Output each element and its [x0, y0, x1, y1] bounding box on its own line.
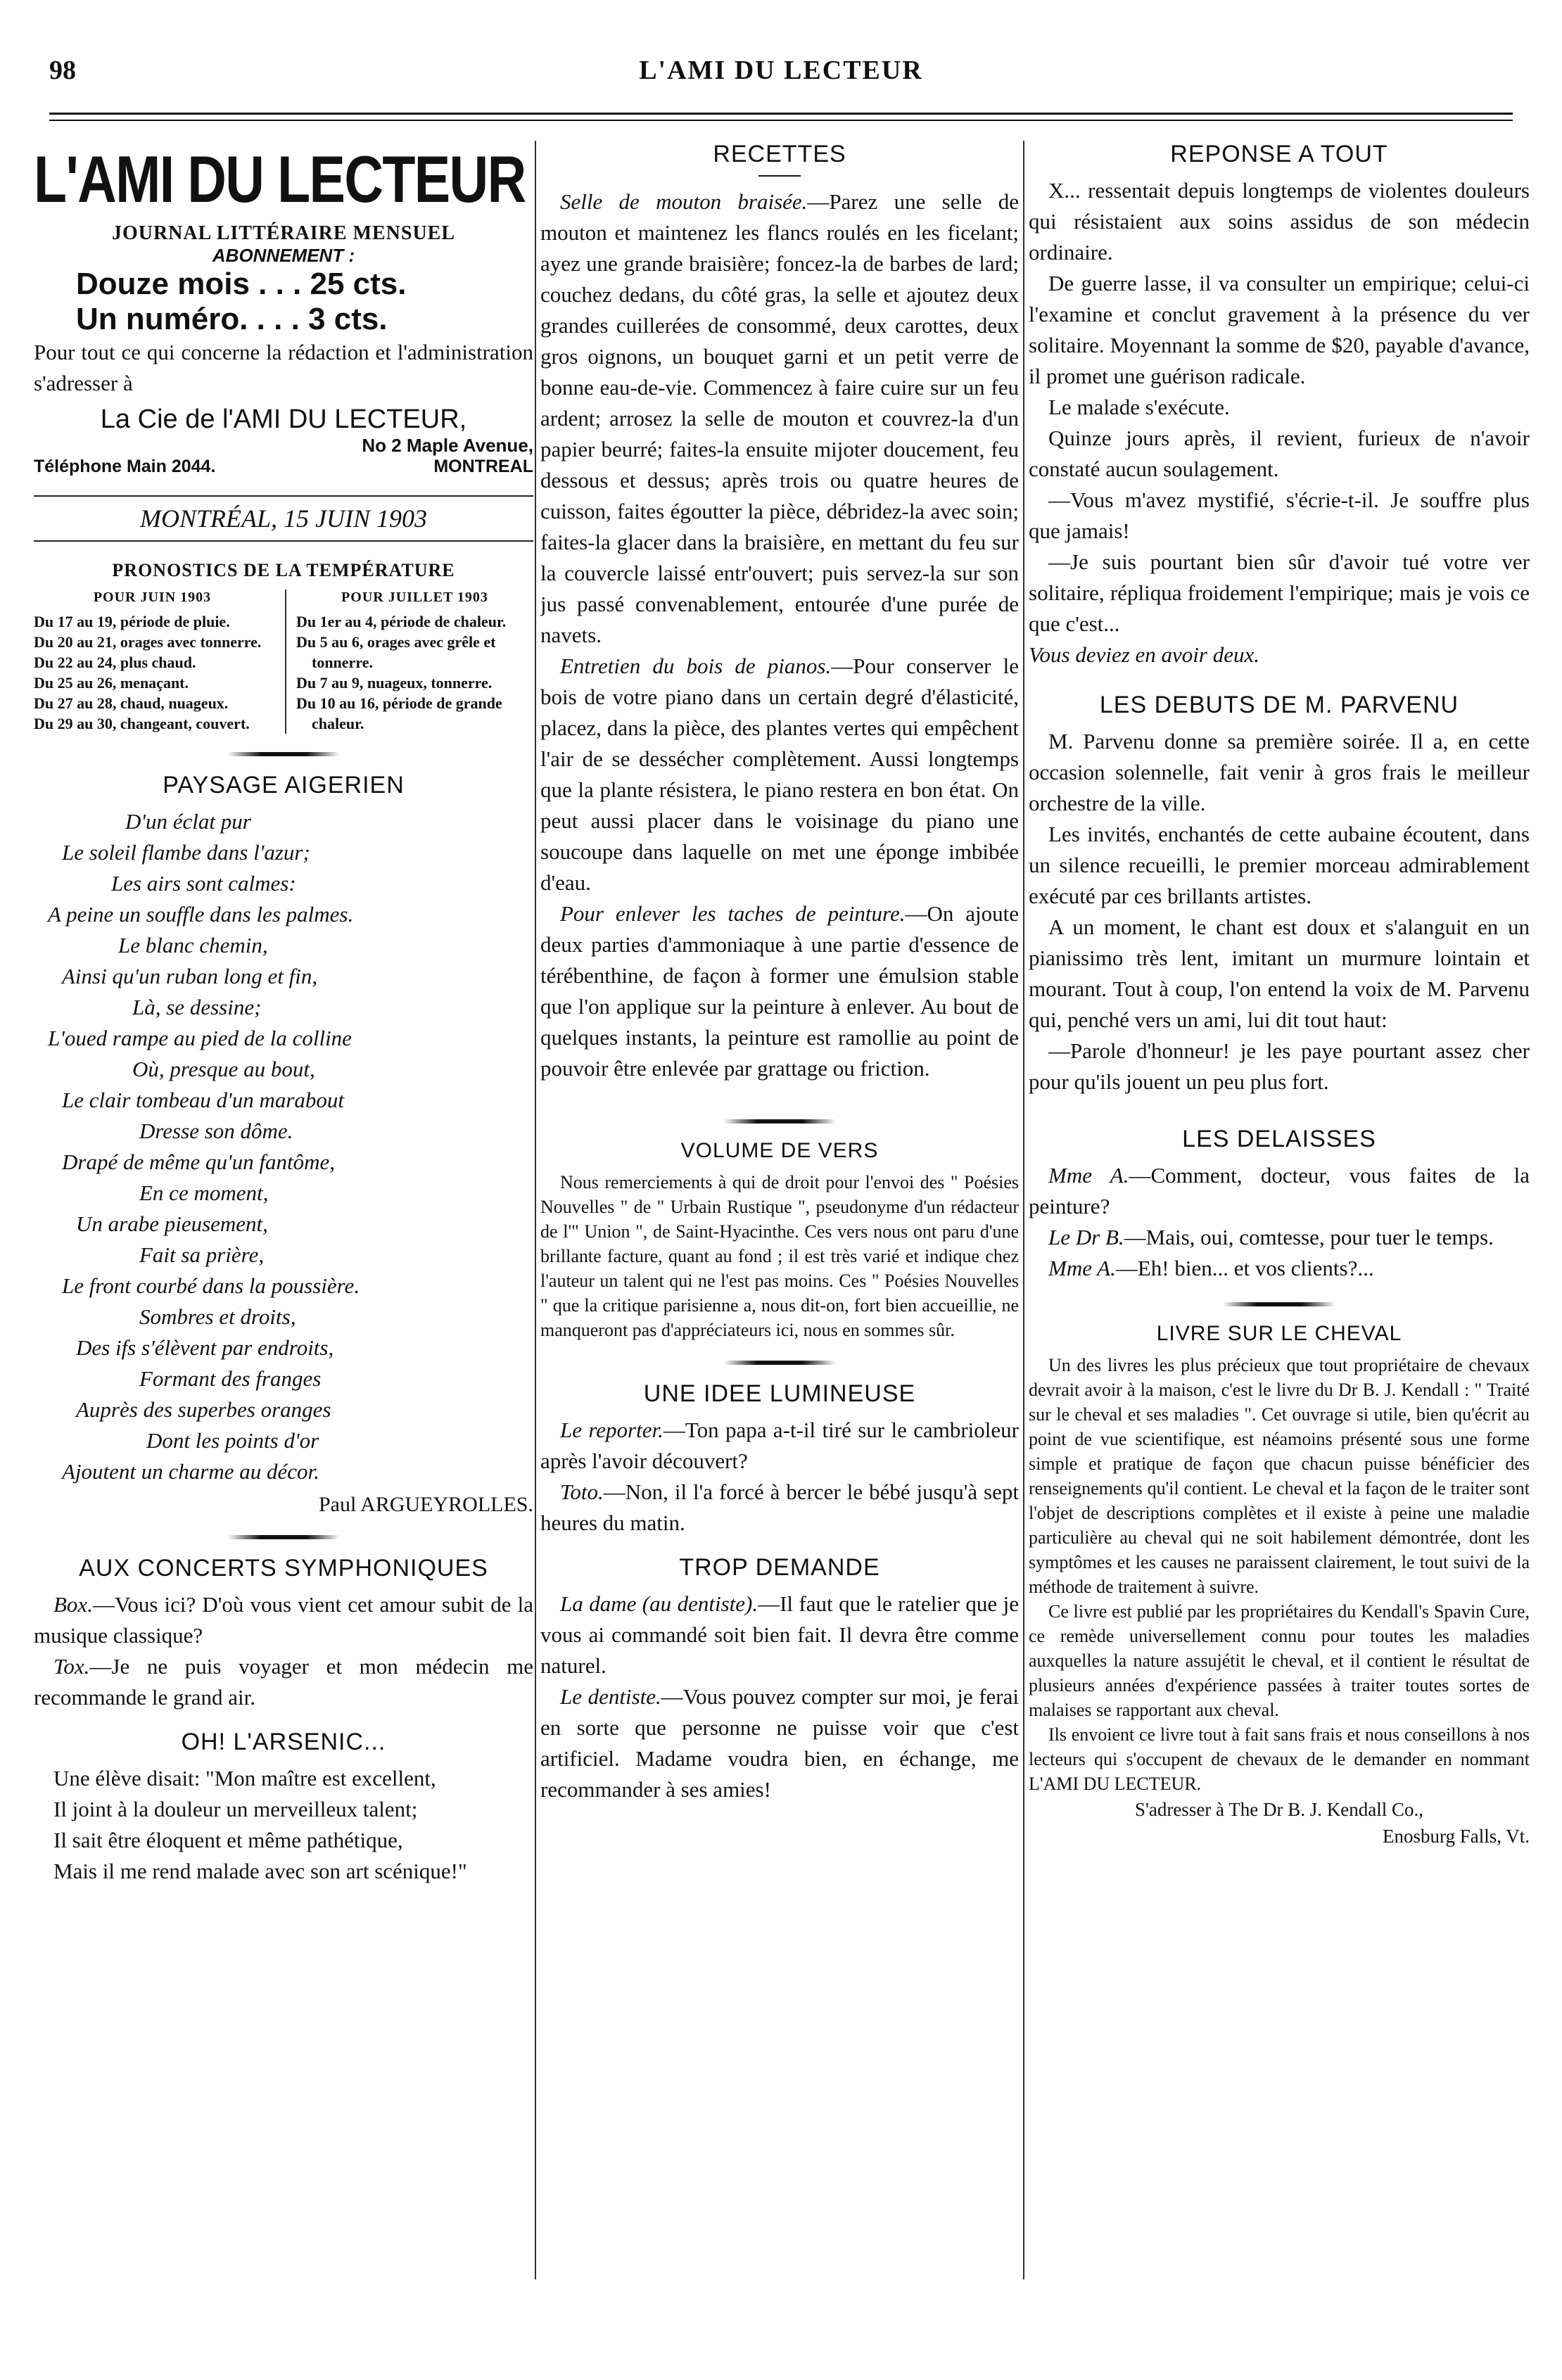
column-right: [1029, 141, 1530, 1850]
poem-line: Auprès des superbes oranges: [76, 1397, 331, 1422]
volume-title: VOLUME DE VERS: [680, 1139, 879, 1162]
price-year: Douze mois . . . 25 cts.: [76, 267, 407, 301]
section-ornament: [227, 752, 340, 756]
arsenic-line: Il joint à la douleur un merveilleux talent;: [53, 1797, 418, 1821]
column-middle: [540, 141, 1019, 1805]
volume-body: [540, 1170, 1019, 1342]
livre-paragraph: Un des livres les plus précieux que tout propriétaire de chevaux devrait avoir à la maison, c'est le livre du Dr B. J. Kendall : " Traité sur le cheval et ses maladies ". Cet ouvrage si utile, bien qu'écrit au point de vue scientifique, est néamoins présenté sous une forme simple et pratique de façon que chacun puisse bénéficier des renseignements qu'il contient. Le cheval et la façon de le traiter sont l'objet de descriptions complètes et il existe à peine une maladie particulière au cheval qui ne soit habilement démontrée, dont les symptômes et les causes ne paraissent clairement, le tout suivi de la méthode de traitement à suivre.: [1029, 1355, 1530, 1597]
poem-line: Le blanc chemin,: [118, 933, 268, 957]
weather-item: Du 29 au 30, changeant, couvert.: [34, 715, 250, 732]
reponse-paragraph: Quinze jours après, il revient, furieux de n'avoir constaté aucun soulagement.: [1029, 426, 1530, 481]
livre-title: LIVRE SUR LE CHEVAL: [1156, 1322, 1402, 1345]
publisher-contact: [34, 457, 533, 477]
poem-line: Ajoutent un charme au décor.: [62, 1459, 319, 1484]
idee-paragraph: Toto.—Non, il l'a forcé à bercer le bébé jusqu'à sept heures du matin.: [540, 1479, 1019, 1535]
poem-title: PAYSAGE AIGERIEN: [163, 772, 405, 798]
concerts-title: AUX CONCERTS SYMPHONIQUES: [79, 1555, 488, 1582]
livre-address-city: Enosburg Falls, Vt.: [1382, 1826, 1530, 1847]
reponse-paragraph: De guerre lasse, il va consulter un empirique; celui-ci l'examine et conclut gravement à la présence du ver solitaire. Moyennant la somme de $20, payable d'avance, il promet une guérison radicale.: [1029, 271, 1530, 388]
section-ornament: [723, 1119, 836, 1124]
publisher-address: No 2 Maple Avenue,: [362, 435, 533, 456]
idee-title: UNE IDEE LUMINEUSE: [643, 1380, 916, 1407]
reponse-punchline: Vous deviez en avoir deux.: [1029, 642, 1259, 667]
weather-item: Du 22 au 24, plus chaud.: [34, 654, 196, 671]
livre-paragraph: Ils envoient ce livre tout à fait sans frais et nous conseillons à nos lecteurs qui s'occupent de chevaux de le demander en nommant L'AMI DU LECTEUR.: [1029, 1724, 1530, 1794]
arsenic-line: Une élève disait: "Mon maître est excellent,: [53, 1766, 436, 1790]
parvenu-paragraph: Les invités, enchantés de cette aubaine écoutent, dans un silence recueilli, le premier morceau admirablement exécuté par ces brillants artistes.: [1029, 822, 1530, 908]
poem-line: Ainsi qu'un ruban long et fin,: [62, 964, 318, 988]
weather-item: Du 20 au 21, orages avec tonnerre.: [34, 633, 262, 651]
poem-line: Dont les points d'or: [146, 1428, 319, 1453]
concerts-paragraph: Box.—Vous ici? D'où vous vient cet amour subit de la musique classique?: [34, 1592, 533, 1648]
recettes-title: RECETTES: [713, 141, 846, 167]
volume-paragraph: Nous remerciements à qui de droit pour l'envoi des " Poésies Nouvelles " de " Urbain Rustique ", pseudonyme d'un rédacteur de l'" Union ", de Saint-Hyacinthe. Ces vers nous ont paru d'une brillante facture, quant au fond ; il est très varié et indique chez l'auteur un talent qui ne l'est pas moins. Ces " Poésies Nouvelles " que la critique parisienne a, nous dit-on, fort bien accueillie, ne manqueront pas d'appréciateurs ici, nous en sommes sûr.: [540, 1172, 1019, 1340]
header-rule: [49, 113, 1513, 115]
masthead-subtitle: JOURNAL LITTÉRAIRE MENSUEL: [111, 222, 456, 244]
page-number: 98: [49, 56, 76, 85]
section-ornament: [1223, 1302, 1335, 1306]
section-ornament: [227, 1535, 340, 1539]
parvenu-title: LES DEBUTS DE M. PARVENU: [1099, 692, 1459, 718]
poem-line: L'oued rampe au pied de la colline: [48, 1026, 352, 1050]
publisher-name: La Cie de l'AMI DU LECTEUR,: [100, 405, 467, 434]
livre-paragraph: Ce livre est publié par les propriétaires du Kendall's Spavin Cure, ce remède universellement connu pour toutes les maladies auxquelles la nature assujétit le cheval, et il contient le résultat de plusieurs années d'expérience passées à traiter toutes sortes de malaises se rapportant aux cheval.: [1029, 1601, 1530, 1720]
poem-line: Le clair tombeau d'un marabout: [62, 1088, 345, 1112]
dateline: MONTRÉAL, 15 JUIN 1903: [34, 495, 533, 542]
poem-line: Fait sa prière,: [139, 1242, 265, 1267]
arsenic-line: Mais il me rend malade avec son art scénique!": [53, 1859, 467, 1883]
delaisses-paragraph: Mme A.—Comment, docteur, vous faites de la peinture?: [1029, 1163, 1530, 1218]
city: MONTREAL: [433, 457, 533, 476]
poem-line: Des ifs s'élèvent par endroits,: [76, 1335, 334, 1360]
poem-line: A peine un souffle dans les palmes.: [48, 902, 354, 927]
masthead-note: Pour tout ce qui concerne la rédaction et l'administration s'adresser à: [34, 340, 533, 395]
weather-item: Du 7 au 9, nuageux, tonnerre.: [296, 674, 493, 692]
parvenu-paragraph: —Parole d'honneur! je les paye pourtant assez cher pour qu'ils jouent un peu plus fort.: [1029, 1038, 1530, 1094]
reponse-paragraph: Le malade s'exécute.: [1048, 395, 1230, 419]
weather-item: Du 27 au 28, chaud, nuageux.: [34, 694, 229, 712]
arsenic-line: Il sait être éloquent et même pathétique,: [53, 1828, 403, 1852]
running-title: L'AMI DU LECTEUR: [639, 56, 923, 85]
poem-line: Sombres et droits,: [139, 1304, 296, 1329]
subscription-label: ABONNEMENT :: [212, 245, 355, 266]
trop-title: TROP DEMANDE: [679, 1554, 880, 1581]
weather-item: Du 5 au 6, orages avec grêle et tonnerre.: [296, 633, 496, 671]
weather-july-header: POUR JUILLET 1903: [341, 590, 488, 605]
poem-line: En ce moment,: [139, 1181, 269, 1205]
poem-line: Un arabe pieusement,: [76, 1211, 268, 1236]
weather-june: [34, 590, 271, 734]
header-rule: [49, 120, 1513, 121]
poem-line: Le front courbé dans la poussière.: [62, 1273, 360, 1298]
idee-paragraph: Le reporter.—Ton papa a-t-il tiré sur le cambrioleur après l'avoir découvert?: [540, 1418, 1019, 1473]
trop-paragraph: Le dentiste.—Vous pouvez compter sur moi, je ferai en sorte que personne ne puisse voir que c'est artificiel. Madame voudra bien, en échange, me recommander à ses amies!: [540, 1684, 1019, 1802]
weather-june-header: POUR JUIN 1903: [93, 590, 212, 605]
weather-item: Du 25 au 26, menaçant.: [34, 674, 189, 692]
section-ornament: [723, 1361, 836, 1365]
reponse-paragraph: X... ressentait depuis longtemps de violentes douleurs qui résistaient aux soins assidus de son médecin ordinaire.: [1029, 178, 1530, 265]
poem-line: Où, presque au bout,: [132, 1057, 315, 1081]
masthead-title: L'AMI DU LECTEUR: [34, 142, 526, 216]
livre-body: [1029, 1353, 1530, 1796]
reponse-title: REPONSE A TOUT: [1170, 141, 1388, 167]
livre-address-line: S'adresser à The Dr B. J. Kendall Co.,: [1134, 1799, 1424, 1820]
poem: [34, 806, 533, 1487]
recipe-paragraph: Selle de mouton braisée.—Parez une selle de mouton et maintenez les flancs roulés en les ficelant; ayez une grande braisière; foncez-la de barbes de lard; couchez dedans, du côté gras, la selle et ajoutez deux grandes cuillerées de consommé, deux carottes, deux gros oignons, un bouquet garni et un petit verre de bonne eau-de-vie. Commencez à faire cuire sur un feu ardent; arrosez la selle de mouton et couvrez-la d'un papier beurré; faites-la ensuite mijoter doucement, feu dessous et dessus; après trois ou quatre heures de cuisson, faites égoutter la pièce, débridez-la avec soin; faites-la glacer dans la braisière, en mettant du feu sur la couvercle laissé entr'ouvert; puis servez-la sur son jus passé convenablement, entourée d'une purée de navets.: [540, 189, 1019, 647]
column-left: [34, 141, 533, 1887]
running-head: [49, 55, 1513, 97]
column-divider: [535, 141, 536, 2279]
column-divider: [1023, 141, 1024, 2279]
weather-item: Du 10 au 16, période de grande chaleur.: [296, 694, 502, 732]
delaisses-title: LES DELAISSES: [1182, 1126, 1376, 1152]
weather-forecast: [34, 590, 533, 734]
reponse-paragraph: —Vous m'avez mystifié, s'écrie-t-il. Je souffre plus que jamais!: [1029, 488, 1530, 543]
weather-item: Du 1er au 4, période de chaleur.: [296, 613, 507, 630]
recipe-paragraph: Entretien du bois de pianos.—Pour conserver le bois de votre piano dans un certain degré d'élasticité, placez, dans la pièce, des plantes vertes qui empêchent l'air de se dessécher complètement. Aussi longtemps que la plante résistera, le piano restera en bon état. On peut aussi placer dans le voisinage du piano une soucoupe dans laquelle on met une éponge imbibée d'eau.: [540, 654, 1019, 895]
parvenu-paragraph: M. Parvenu donne sa première soirée. Il a, en cette occasion solennelle, fait venir à gros frais le meilleur orchestre de la ville.: [1029, 729, 1530, 815]
weather-item: Du 17 au 19, période de pluie.: [34, 613, 230, 630]
poem-line: Là, se dessine;: [132, 995, 262, 1019]
delaisses-paragraph: Mme A.—Eh! bien... et vos clients?...: [1048, 1256, 1374, 1280]
title-rule: [758, 175, 801, 177]
price-issue: Un numéro. . . . 3 cts.: [76, 302, 388, 336]
poem-author: Paul ARGUEYROLLES.: [318, 1493, 533, 1516]
poem-line: Dresse son dôme.: [139, 1119, 293, 1143]
reponse-paragraph: —Je suis pourtant bien sûr d'avoir tué votre ver solitaire, répliqua froidement l'empirique; mais je vois ce que c'est...: [1029, 549, 1530, 636]
poem-line: Formant des franges: [139, 1366, 322, 1391]
concerts-paragraph: Tox.—Je ne puis voyager et mon médecin me recommande le grand air.: [34, 1654, 533, 1710]
poem-line: D'un éclat pur: [125, 809, 251, 834]
recipe-paragraph: Pour enlever les taches de peinture.—On ajoute deux parties d'ammoniaque à une partie d'essence de térébenthine, de façon à former une émulsion stable que l'on applique sur la peinture à enlever. Au bout de quelques instants, la peinture est ramollie au point de pouvoir être enlevée par grattage ou friction.: [540, 901, 1019, 1081]
weather-title: PRONOSTICS DE LA TEMPÉRATURE: [112, 560, 455, 580]
poem-line: Le soleil flambe dans l'azur;: [62, 840, 310, 865]
delaisses-paragraph: Le Dr B.—Mais, oui, comtesse, pour tuer le temps.: [1048, 1225, 1494, 1249]
parvenu-paragraph: A un moment, le chant est doux et s'alanguit en un pianissimo très lent, imitant un murmure lointain et mourant. Tout à coup, l'on entend la voix de M. Parvenu qui, penché vers un ami, lui dit tout haut:: [1029, 915, 1530, 1032]
poem-line: Les airs sont calmes:: [111, 871, 296, 896]
trop-paragraph: La dame (au dentiste).—Il faut que le ratelier que je vous ai commandé soit bien fait. Il devra être comme naturel.: [540, 1591, 1019, 1678]
poem-line: Drapé de même qu'un fantôme,: [62, 1150, 336, 1174]
arsenic-title: OH! L'ARSENIC...: [181, 1729, 386, 1755]
telephone: Téléphone Main 2044.: [34, 457, 216, 476]
weather-july: [285, 590, 533, 734]
